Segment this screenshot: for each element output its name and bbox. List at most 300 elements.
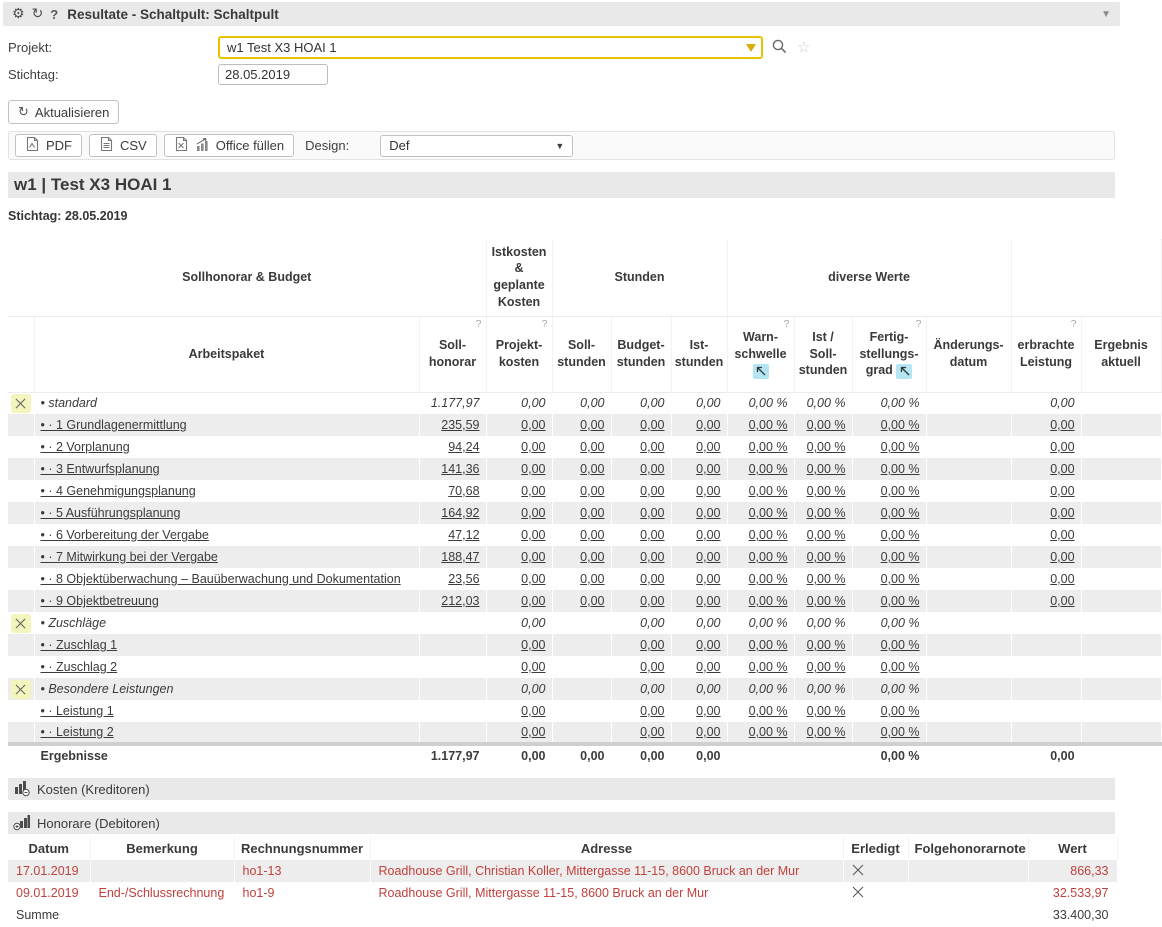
work-package-name-cell: [34, 524, 419, 546]
value-projektkosten[interactable]: 0,00: [521, 572, 546, 586]
value-warnschwelle[interactable]: 0,00 %: [748, 462, 788, 476]
icon-cell: [8, 722, 34, 744]
invoice-wert: 866,33: [1028, 860, 1117, 882]
cell-fertigstellungsgrad: [852, 568, 926, 590]
value-erbrachte-leistung[interactable]: 0,00: [1050, 418, 1075, 432]
cell-budgetstunden: [611, 480, 671, 502]
cell-sollstunden: [552, 634, 611, 656]
column-header-aenderungsdatum[interactable]: [926, 316, 1011, 392]
value-warnschwelle[interactable]: 0,00 %: [748, 550, 788, 564]
cell-iststunden: [671, 568, 727, 590]
value-sollstunden[interactable]: 0,00: [580, 550, 605, 564]
honorare-header-wert[interactable]: Wert: [1028, 837, 1117, 860]
cell-projektkosten: [486, 656, 552, 678]
collapse-x-button[interactable]: [11, 614, 31, 633]
bar-chart-collapse-icon[interactable]: [13, 780, 30, 799]
value-projektkosten[interactable]: 0,00: [521, 660, 546, 674]
value-fertigstellungsgrad: 0,00 %: [880, 396, 920, 411]
cell-fertigstellungsgrad: [852, 612, 926, 634]
pdf-file-icon: [25, 136, 40, 155]
value-budgetstunden[interactable]: 0,00: [640, 528, 665, 542]
value-warnschwelle[interactable]: 0,00 %: [748, 528, 788, 542]
cell-fertigstellungsgrad: [852, 656, 926, 678]
value-fertigstellungsgrad[interactable]: 0,00 %: [880, 506, 920, 520]
value-fertigstellungsgrad[interactable]: 0,00 %: [880, 440, 920, 454]
icon-cell: [8, 502, 34, 524]
work-package-name-cell: [34, 458, 419, 480]
stichtag-line: Stichtag: 28.05.2019: [8, 209, 128, 223]
window-title: Resultate - Schaltpult: Schaltpult: [67, 6, 279, 22]
column-header-label: Arbeitspaket: [188, 346, 265, 361]
cell-fertigstellungsgrad: [852, 414, 926, 436]
cell-fertigstellungsgrad: [852, 722, 926, 744]
value-projektkosten[interactable]: 0,00: [521, 462, 546, 476]
value-projektkosten[interactable]: 0,00: [521, 418, 546, 432]
value-warnschwelle[interactable]: 0,00 %: [748, 594, 788, 608]
value-projektkosten: 0,00: [521, 396, 546, 411]
value-sollstunden[interactable]: 0,00: [580, 572, 605, 586]
cell-sollstunden: [552, 502, 611, 524]
help-icon[interactable]: ?: [915, 317, 922, 330]
cell-aenderungsdatum: [926, 502, 1011, 524]
cell-sollstunden: [552, 414, 611, 436]
value-fertigstellungsgrad[interactable]: 0,00 %: [880, 462, 920, 476]
cell-ist-soll-stunden: [794, 480, 852, 502]
group-header-cell: diverse Werte: [727, 239, 1011, 316]
cell-projektkosten: [486, 436, 552, 458]
cell-sollstunden: [552, 392, 611, 414]
value-fertigstellungsgrad[interactable]: 0,00 %: [880, 704, 920, 718]
value-erbrachte-leistung[interactable]: 0,00: [1050, 484, 1075, 498]
value-fertigstellungsgrad[interactable]: 0,00 %: [880, 572, 920, 586]
invoice-datum: 17.01.2019: [8, 860, 90, 882]
value-fertigstellungsgrad[interactable]: 0,00 %: [880, 638, 920, 652]
value-budgetstunden[interactable]: 0,00: [640, 572, 665, 586]
column-header-label: Soll-honorar: [428, 338, 477, 369]
cell-iststunden: [671, 722, 727, 744]
value-erbrachte-leistung[interactable]: 0,00: [1050, 462, 1075, 476]
work-package-row: [8, 656, 1161, 678]
value-iststunden: 0,00: [696, 616, 721, 630]
cell-sollhonorar: [419, 612, 486, 634]
invoice-wert: 32.533,97: [1028, 882, 1117, 904]
cell-projektkosten: [486, 502, 552, 524]
invoice-folgehonorarnote: [908, 860, 1028, 882]
value-fertigstellungsgrad[interactable]: 0,00 %: [880, 594, 920, 608]
column-header-ergebnis-aktuell[interactable]: [1081, 316, 1161, 392]
value-fertigstellungsgrad[interactable]: 0,00 %: [880, 660, 920, 674]
value-budgetstunden[interactable]: 0,00: [640, 594, 665, 608]
value-iststunden[interactable]: 0,00: [696, 572, 721, 586]
help-icon[interactable]: ?: [50, 6, 59, 22]
results-summary-row: [8, 744, 1161, 766]
value-projektkosten[interactable]: 0,00: [521, 484, 546, 498]
cell-warnschwelle: [727, 700, 794, 722]
cell-ist-soll-stunden: [794, 546, 852, 568]
value-iststunden[interactable]: 0,00: [696, 594, 721, 608]
collapse-x-button[interactable]: [11, 394, 31, 413]
value-warnschwelle[interactable]: 0,00 %: [748, 660, 788, 674]
value-projektkosten[interactable]: 0,00: [521, 550, 546, 564]
value-ist-soll-stunden[interactable]: 0,00 %: [806, 704, 846, 718]
cell-sollhonorar: [419, 700, 486, 722]
column-header-budgetstunden[interactable]: [611, 316, 671, 392]
icon-cell: [8, 546, 34, 568]
value-sollhonorar[interactable]: 23,56: [448, 572, 480, 586]
section-kosten-kreditoren[interactable]: [8, 778, 1115, 800]
summe-folgehonorarnote: [908, 904, 1028, 926]
value-iststunden[interactable]: 0,00: [696, 550, 721, 564]
cell-fertigstellungsgrad: [852, 634, 926, 656]
value-budgetstunden[interactable]: 0,00: [640, 550, 665, 564]
invoice-row: [8, 882, 1117, 904]
icon-cell: [8, 524, 34, 546]
cell-ist-soll-stunden: [794, 436, 852, 458]
cell-ergebnis-aktuell: [1081, 590, 1161, 612]
value-ist-soll-stunden[interactable]: 0,00 %: [806, 506, 846, 520]
value-sollhonorar[interactable]: 70,68: [448, 484, 480, 498]
value-iststunden[interactable]: 0,00: [696, 704, 721, 718]
work-package-name-cell: [34, 568, 419, 590]
value-sollhonorar[interactable]: 212,03: [441, 594, 480, 608]
cell-sollstunden: [552, 568, 611, 590]
cell-iststunden: [671, 656, 727, 678]
honorare-header-datum[interactable]: Datum: [8, 837, 90, 860]
value-sollhonorar[interactable]: 141,36: [441, 462, 480, 476]
summe-bemerkung: [90, 904, 234, 926]
value-sollhonorar[interactable]: 94,24: [448, 440, 480, 454]
value-sollstunden[interactable]: 0,00: [580, 594, 605, 608]
stichtag-label: Stichtag:: [8, 67, 59, 82]
cell-ergebnis-aktuell: [1081, 546, 1161, 568]
cell-iststunden: [671, 392, 727, 414]
pdf-button[interactable]: [15, 134, 82, 157]
value-ist-soll-stunden[interactable]: 0,00 %: [806, 484, 846, 498]
value-erbrachte-leistung: 0,00: [1050, 396, 1075, 411]
cell-ist-soll-stunden: [794, 568, 852, 590]
value-iststunden[interactable]: 0,00: [696, 528, 721, 542]
value-ist-soll-stunden[interactable]: 0,00 %: [806, 572, 846, 586]
value-iststunden[interactable]: 0,00: [696, 660, 721, 674]
work-package-name-cell: [34, 414, 419, 436]
help-icon[interactable]: ?: [475, 317, 482, 330]
value-fertigstellungsgrad[interactable]: 0,00 %: [880, 418, 920, 432]
value-warnschwelle[interactable]: 0,00 %: [748, 506, 788, 520]
value-iststunden[interactable]: 0,00: [696, 440, 721, 454]
value-fertigstellungsgrad[interactable]: 0,00 %: [880, 725, 920, 739]
honorare-header-adresse[interactable]: Adresse: [370, 837, 843, 860]
export-toolbar: [8, 131, 1115, 160]
cell-aenderungsdatum: [926, 634, 1011, 656]
cell-sollhonorar: [419, 524, 486, 546]
cell-ergebnis-aktuell: [1081, 568, 1161, 590]
cell-erbrachte-leistung: [1011, 546, 1081, 568]
work-package-link[interactable]: • · Leistung 1: [40, 704, 114, 718]
column-header-label: Projekt-kosten: [495, 338, 543, 369]
work-package-row: [8, 458, 1161, 480]
group-row: [8, 678, 1161, 700]
value-budgetstunden[interactable]: 0,00: [640, 484, 665, 498]
cell-fertigstellungsgrad: [852, 590, 926, 612]
column-header-erbrachte-leistung[interactable]: [1011, 316, 1081, 392]
value-ist-soll-stunden[interactable]: 0,00 %: [806, 638, 846, 652]
cell-aenderungsdatum: [926, 678, 1011, 700]
cell-aenderungsdatum: [926, 612, 1011, 634]
invoice-folgehonorarnote: [908, 882, 1028, 904]
gear-icon[interactable]: ⚙: [12, 6, 25, 22]
value-projektkosten[interactable]: 0,00: [521, 725, 546, 739]
cell-budgetstunden: [611, 590, 671, 612]
cell-iststunden: [671, 436, 727, 458]
work-package-link[interactable]: • · Zuschlag 2: [40, 660, 118, 674]
value-sollstunden[interactable]: 0,00: [580, 440, 605, 454]
column-header-warnschwelle[interactable]: [727, 316, 794, 392]
results-table: [8, 239, 1162, 766]
value-iststunden[interactable]: 0,00: [696, 462, 721, 476]
csv-file-icon: [99, 136, 114, 155]
cell-aenderungsdatum: [926, 524, 1011, 546]
cell-projektkosten: [486, 480, 552, 502]
icon-cell: [8, 744, 34, 766]
work-package-row: [8, 414, 1161, 436]
cell-ergebnis-aktuell: [1081, 634, 1161, 656]
column-header-sollstunden[interactable]: [552, 316, 611, 392]
value-sollstunden[interactable]: 0,00: [580, 528, 605, 542]
cell-erbrachte-leistung: [1011, 524, 1081, 546]
value-fertigstellungsgrad[interactable]: 0,00 %: [880, 550, 920, 564]
cell-budgetstunden: [611, 502, 671, 524]
column-header-projektkosten[interactable]: [486, 316, 552, 392]
value-projektkosten[interactable]: 0,00: [521, 638, 546, 652]
value-ist-soll-stunden[interactable]: 0,00 %: [806, 725, 846, 739]
work-package-link[interactable]: • · 1 Grundlagenermittlung: [40, 418, 187, 432]
value-sollhonorar[interactable]: 47,12: [448, 528, 480, 542]
cell-iststunden: [671, 700, 727, 722]
value-projektkosten: 0,00: [521, 616, 546, 630]
cell-iststunden: [671, 480, 727, 502]
cell-ist-soll-stunden: [794, 700, 852, 722]
value-warnschwelle[interactable]: 0,00 %: [748, 440, 788, 454]
value-erbrachte-leistung[interactable]: 0,00: [1050, 528, 1075, 542]
stichtag-input[interactable]: [218, 64, 328, 85]
column-header-fertigstellungsgrad[interactable]: [852, 316, 926, 392]
value-budgetstunden[interactable]: 0,00: [640, 440, 665, 454]
work-package-link[interactable]: • · 7 Mitwirkung bei der Vergabe: [40, 550, 218, 564]
value-budgetstunden[interactable]: 0,00: [640, 638, 665, 652]
cell-warnschwelle: [727, 546, 794, 568]
invoice-erledigt: [843, 882, 908, 904]
value-projektkosten[interactable]: 0,00: [521, 704, 546, 718]
help-icon[interactable]: ?: [541, 317, 548, 330]
work-package-link[interactable]: • · Leistung 2: [40, 725, 114, 739]
value-warnschwelle[interactable]: 0,00 %: [748, 484, 788, 498]
cell-ergebnis-aktuell: [1081, 722, 1161, 744]
select-cursor-icon[interactable]: [753, 364, 769, 379]
cell-budgetstunden: [611, 612, 671, 634]
summe-wert: 33.400,30: [1028, 904, 1117, 926]
column-header-label: Fertig-stellungs-grad: [859, 329, 919, 378]
value-projektkosten[interactable]: 0,00: [521, 440, 546, 454]
corner-header-cell: [8, 316, 34, 392]
combobox-caret-icon[interactable]: [746, 44, 756, 52]
work-package-link[interactable]: • · 3 Entwurfsplanung: [40, 462, 160, 476]
column-header-arbeitspaket[interactable]: [34, 316, 419, 392]
value-ist-soll-stunden[interactable]: 0,00 %: [806, 528, 846, 542]
cell-warnschwelle: [727, 678, 794, 700]
value-iststunden[interactable]: 0,00: [696, 484, 721, 498]
work-package-link[interactable]: • · 6 Vorbereitung der Vergabe: [40, 528, 209, 542]
cell-sollhonorar: [419, 722, 486, 744]
section-honorare-debitoren[interactable]: [8, 812, 1115, 834]
projekt-combobox[interactable]: [218, 36, 763, 59]
value-ist-soll-stunden[interactable]: 0,00 %: [806, 418, 846, 432]
work-package-link[interactable]: • · 4 Genehmigungsplanung: [40, 484, 196, 498]
value-fertigstellungsgrad[interactable]: 0,00 %: [880, 484, 920, 498]
cell-ergebnis-aktuell: [1081, 436, 1161, 458]
csv-button[interactable]: [89, 134, 157, 157]
cell-budgetstunden: [611, 414, 671, 436]
total-ergebnis-aktuell: [1081, 744, 1161, 766]
work-package-row: [8, 722, 1161, 744]
cell-sollhonorar: [419, 634, 486, 656]
icon-cell: [8, 458, 34, 480]
value-budgetstunden[interactable]: 0,00: [640, 506, 665, 520]
cell-iststunden: [671, 502, 727, 524]
refresh-icon[interactable]: ↻: [31, 6, 44, 22]
cell-warnschwelle: [727, 634, 794, 656]
value-erbrachte-leistung[interactable]: 0,00: [1050, 506, 1075, 520]
value-sollhonorar[interactable]: 235,59: [441, 418, 480, 432]
work-package-link[interactable]: • · 9 Objektbetreuung: [40, 594, 159, 608]
honorare-header-erledigt[interactable]: Erledigt: [843, 837, 908, 860]
office-fuellen-button[interactable]: [164, 134, 294, 157]
value-warnschwelle[interactable]: 0,00 %: [748, 704, 788, 718]
cell-ergebnis-aktuell: [1081, 524, 1161, 546]
cell-budgetstunden: [611, 656, 671, 678]
work-package-name-cell: [34, 546, 419, 568]
cell-erbrachte-leistung: [1011, 634, 1081, 656]
value-budgetstunden[interactable]: 0,00: [640, 418, 665, 432]
work-package-link[interactable]: • · 2 Vorplanung: [40, 440, 130, 454]
column-header-ist-soll-stunden[interactable]: [794, 316, 852, 392]
select-cursor-icon[interactable]: [896, 364, 912, 379]
cell-projektkosten: [486, 678, 552, 700]
value-fertigstellungsgrad[interactable]: 0,00 %: [880, 528, 920, 542]
titlebar-chevron-down-icon[interactable]: ▼: [1101, 8, 1111, 20]
value-erbrachte-leistung[interactable]: 0,00: [1050, 440, 1075, 454]
cell-ist-soll-stunden: [794, 414, 852, 436]
help-icon[interactable]: ?: [1070, 317, 1077, 330]
value-warnschwelle[interactable]: 0,00 %: [748, 572, 788, 586]
work-package-name-cell: [34, 590, 419, 612]
aktualisieren-button[interactable]: [8, 100, 119, 124]
value-erbrachte-leistung[interactable]: 0,00: [1050, 572, 1075, 586]
help-icon[interactable]: ?: [783, 317, 790, 330]
value-projektkosten[interactable]: 0,00: [521, 528, 546, 542]
value-iststunden[interactable]: 0,00: [696, 506, 721, 520]
cell-warnschwelle: [727, 590, 794, 612]
value-ist-soll-stunden[interactable]: 0,00 %: [806, 594, 846, 608]
value-sollhonorar[interactable]: 164,92: [441, 506, 480, 520]
value-iststunden[interactable]: 0,00: [696, 725, 721, 739]
invoice-adresse: Roadhouse Grill, Mittergasse 11-15, 8600 Bruck an der Mur: [370, 882, 843, 904]
cell-ist-soll-stunden: [794, 524, 852, 546]
value-budgetstunden[interactable]: 0,00: [640, 462, 665, 476]
honorare-header-folgehonorarnote[interactable]: Folgehonorarnote: [908, 837, 1028, 860]
cell-projektkosten: [486, 634, 552, 656]
cell-aenderungsdatum: [926, 392, 1011, 414]
favorite-star-icon[interactable]: ☆: [797, 38, 811, 56]
cell-ergebnis-aktuell: [1081, 678, 1161, 700]
value-warnschwelle[interactable]: 0,00 %: [748, 725, 788, 739]
total-budgetstunden: 0,00: [611, 744, 671, 766]
bar-chart-expand-icon[interactable]: [13, 814, 30, 833]
cell-ergebnis-aktuell: [1081, 458, 1161, 480]
value-warnschwelle[interactable]: 0,00 %: [748, 418, 788, 432]
value-sollstunden[interactable]: 0,00: [580, 462, 605, 476]
value-sollstunden[interactable]: 0,00: [580, 418, 605, 432]
work-package-link[interactable]: • · Zuschlag 1: [40, 638, 118, 652]
value-erbrachte-leistung[interactable]: 0,00: [1050, 550, 1075, 564]
value-budgetstunden[interactable]: 0,00: [640, 725, 665, 739]
value-ist-soll-stunden[interactable]: 0,00 %: [806, 440, 846, 454]
value-erbrachte-leistung[interactable]: 0,00: [1050, 594, 1075, 608]
value-projektkosten[interactable]: 0,00: [521, 506, 546, 520]
value-ist-soll-stunden: 0,00 %: [806, 682, 846, 696]
cell-ergebnis-aktuell: [1081, 700, 1161, 722]
cell-warnschwelle: [727, 392, 794, 414]
value-ist-soll-stunden[interactable]: 0,00 %: [806, 462, 846, 476]
work-package-link[interactable]: • · 5 Ausführungsplanung: [40, 506, 181, 520]
cell-sollstunden: [552, 546, 611, 568]
cell-aenderungsdatum: [926, 458, 1011, 480]
value-sollhonorar[interactable]: 188,47: [441, 550, 480, 564]
cell-budgetstunden: [611, 458, 671, 480]
value-ist-soll-stunden[interactable]: 0,00 %: [806, 660, 846, 674]
cell-iststunden: [671, 634, 727, 656]
cell-sollstunden: [552, 722, 611, 744]
value-projektkosten[interactable]: 0,00: [521, 594, 546, 608]
value-ist-soll-stunden[interactable]: 0,00 %: [806, 550, 846, 564]
design-select[interactable]: [380, 135, 573, 157]
value-iststunden[interactable]: 0,00: [696, 638, 721, 652]
value-warnschwelle[interactable]: 0,00 %: [748, 638, 788, 652]
value-sollstunden[interactable]: 0,00: [580, 506, 605, 520]
honorare-header-rechnungsnummer[interactable]: Rechnungsnummer: [234, 837, 370, 860]
cell-fertigstellungsgrad: [852, 436, 926, 458]
search-icon[interactable]: [771, 38, 788, 58]
value-budgetstunden[interactable]: 0,00: [640, 704, 665, 718]
collapse-x-button[interactable]: [11, 680, 31, 699]
cell-aenderungsdatum: [926, 546, 1011, 568]
value-budgetstunden[interactable]: 0,00: [640, 660, 665, 674]
column-header-label: Ist-stunden: [674, 338, 724, 369]
column-header-sollhonorar[interactable]: [419, 316, 486, 392]
cell-projektkosten: [486, 458, 552, 480]
cell-ist-soll-stunden: [794, 590, 852, 612]
work-package-link[interactable]: • · 8 Objektüberwachung – Bauüberwachung und Dokumentation: [40, 572, 401, 586]
cell-iststunden: [671, 458, 727, 480]
group-header-row: [8, 239, 1161, 316]
honorare-header-bemerkung[interactable]: Bemerkung: [90, 837, 234, 860]
work-package-name-cell: [34, 392, 419, 414]
column-header-label: Ist / Soll-stunden: [798, 329, 848, 378]
cell-erbrachte-leistung: [1011, 436, 1081, 458]
value-sollstunden[interactable]: 0,00: [580, 484, 605, 498]
column-header-iststunden[interactable]: [671, 316, 727, 392]
cell-fertigstellungsgrad: [852, 502, 926, 524]
value-iststunden[interactable]: 0,00: [696, 418, 721, 432]
